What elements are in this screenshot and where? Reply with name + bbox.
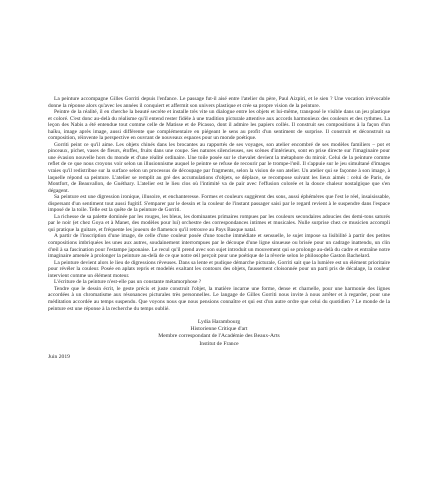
paragraph-5: La richesse de sa palette dominée par les rouges, les bleus, les dominantes primaires rompues par les couleurs secondaires adoucies des demi-tons saturés par le noir (et chez Goya et à Manet, des modèles pour lui) orchestre des correspondances intimes et musicales. Nulle surprise chez ce musicien accompli qui pratique la guitare, et fréquente les joueurs de flamenco qu'il retrouve au Pays Basque natal. — [48, 213, 390, 233]
paragraph-9: Tendre que le dessin écrit, le geste précis et juste construit l'objet, la matière incarne une forme, dense et charnelle, pour une harmonie des lignes accordées à un chromatisme aux résonances picturales très personnelles. Le langage de Gilles Gorriti nous invite à nous arrêter et à regarder, pour une méditation accordée au temps suspendu. Que voyons nous que nous pensions connaître et qui est d'un autre ordre que celui du quotidien ? Le monde de la peinture est une réponse à la recherche du temps oublié. — [48, 285, 390, 312]
author-membership: Membre correspondant de l'Académie des Beaux-Arts — [158, 333, 280, 340]
paragraph-7: La peinture devient alors le lieu de digressions rêveuses. Dans sa lente et pudique démarche picturale, Gorriti sait que la lumière est un élément prioritaire pour révéler la couleur. Posée en aplats repris et modelés exaltant les contours des objets, faussement cloisonnée pour un parti pris de décalage, la couleur intervient comme un élément moteur. — [48, 259, 390, 279]
author-name: Lydia Harambourg — [197, 319, 241, 326]
signature-block — [48, 319, 390, 348]
author-role: Historienne Critique d'art — [190, 326, 248, 333]
document-date: Juin 2019 — [48, 353, 70, 360]
author-institution: Institut de France — [199, 340, 239, 347]
paragraph-8: L'écriture de la peinture n'est-elle pas un constante métamorphose ? — [54, 279, 202, 286]
paragraph-4: Sa peinture est une digression ironique, illusoire, et enchanteresse. Formes et couleurs suggèrent des sons, aussi éphémères que l'est le réel, insaisissable, dispersant d'un sentiment tout aussi fugitif. S'emparer par le dessin et la couleur de l'instant passager saisi par le regard revient à le suspendre dans l'espace imposé de la toile. Telle est la quête de la peinture de Gorriti. — [48, 194, 390, 214]
paragraph-1: La peinture accompagne Gilles Gorriti depuis l'enfance. Le passage fut-il aisé entre l'atelier du père, Paul Aizpiri, et le sien ? Une vocation irrévocable donne la réponse alors qu'avec les années il conquiert et affermit son univers plastique et crée sa propre vision de la peinture. — [48, 96, 390, 109]
paragraph-2: Peintre de la réalité, il en cherche la beauté secrète et installe très vite un dialogue entre les objets et lui-même, transposé le visible dans un jeu plastique et coloré. C'est donc au-delà du réalisme qu'il entend rester fidèle à une tradition picturale attentive aux accords harmonieux des couleurs et des rythmes. La leçon des Nabis a été entendue tout comme celle de Matisse et de Picasso, dont il admire les papiers collés. Il construit ses compositions à la façon d'un haïku, image après image, aussi différente que complémentaire en piégeant le sens au profit d'un sentiment de surprise. Il construit et déconstruit sa composition, réinvente la perspective en ouvrant de nouveaux espaces pour un monde poétique. — [48, 109, 390, 142]
paragraph-6: A partir de l'inscription d'une image, de celle d'une couleur posée d'une touche immédiate et sensuelle, le sujet impose sa lisibilité à partir des petites compositions imbriquées les unes aux autres, soudainement interrompues par le découpe d'une ligne sinueuse ou brisée pour un cadrage inattendu, un clin d'œil à sa fascination pour l'estampe japonaise. Le recul qu'il prend avec son sujet introduit un mouvement qui se prolonge au-delà du cadre et entraîne notre imaginaire amenée à prolonger la peinture au-delà de ce que notre œil perçoit pour une poétique de la rêverie selon le philosophe Gaston Bachelard. — [48, 233, 390, 260]
essay-body — [48, 96, 390, 312]
paragraph-3: Gorriti peint ce qu'il aime. Les objets chinés dans les brocantes au rapportés de ses voyages, son atelier encombré de ses modèles familiers – pot et pinceaux, pichet, vases de fleurs, étoffes, fruits dans une coupe. Ses natures silencieuses, ses scènes d'intérieurs, sont en prise directe sur l'imaginaire pour une évasion nouvelle hors du monde et d'une réalité ordinaire. Une toile posée sur le chevalet devient la métaphore du miroir. Celui de la peinture comme reflet de ce que nous croyons voir selon un illusionnisme auquel le peintre se refuse de recourir par le trompe-l'œil. Il s'appuie sur le jeu simultané d'images vraies qu'il redistribue sur la surface selon un processus de découpage par fragments, selon la vision de son atelier. Un atelier qui se façonne à son image, à laquelle répond sa peinture. L'atelier se remplit au gré des accumulations d'objets, se déplace, se recompose suivant les lieux aimés : celui de Paris, de Montfort, de Beauvallon, de Guéthary. L'atelier est le lieu clos où l'intimité va de pair avec l'effusion colorée et la douce chaleur nostalgique que s'en dégagent. — [48, 141, 390, 194]
